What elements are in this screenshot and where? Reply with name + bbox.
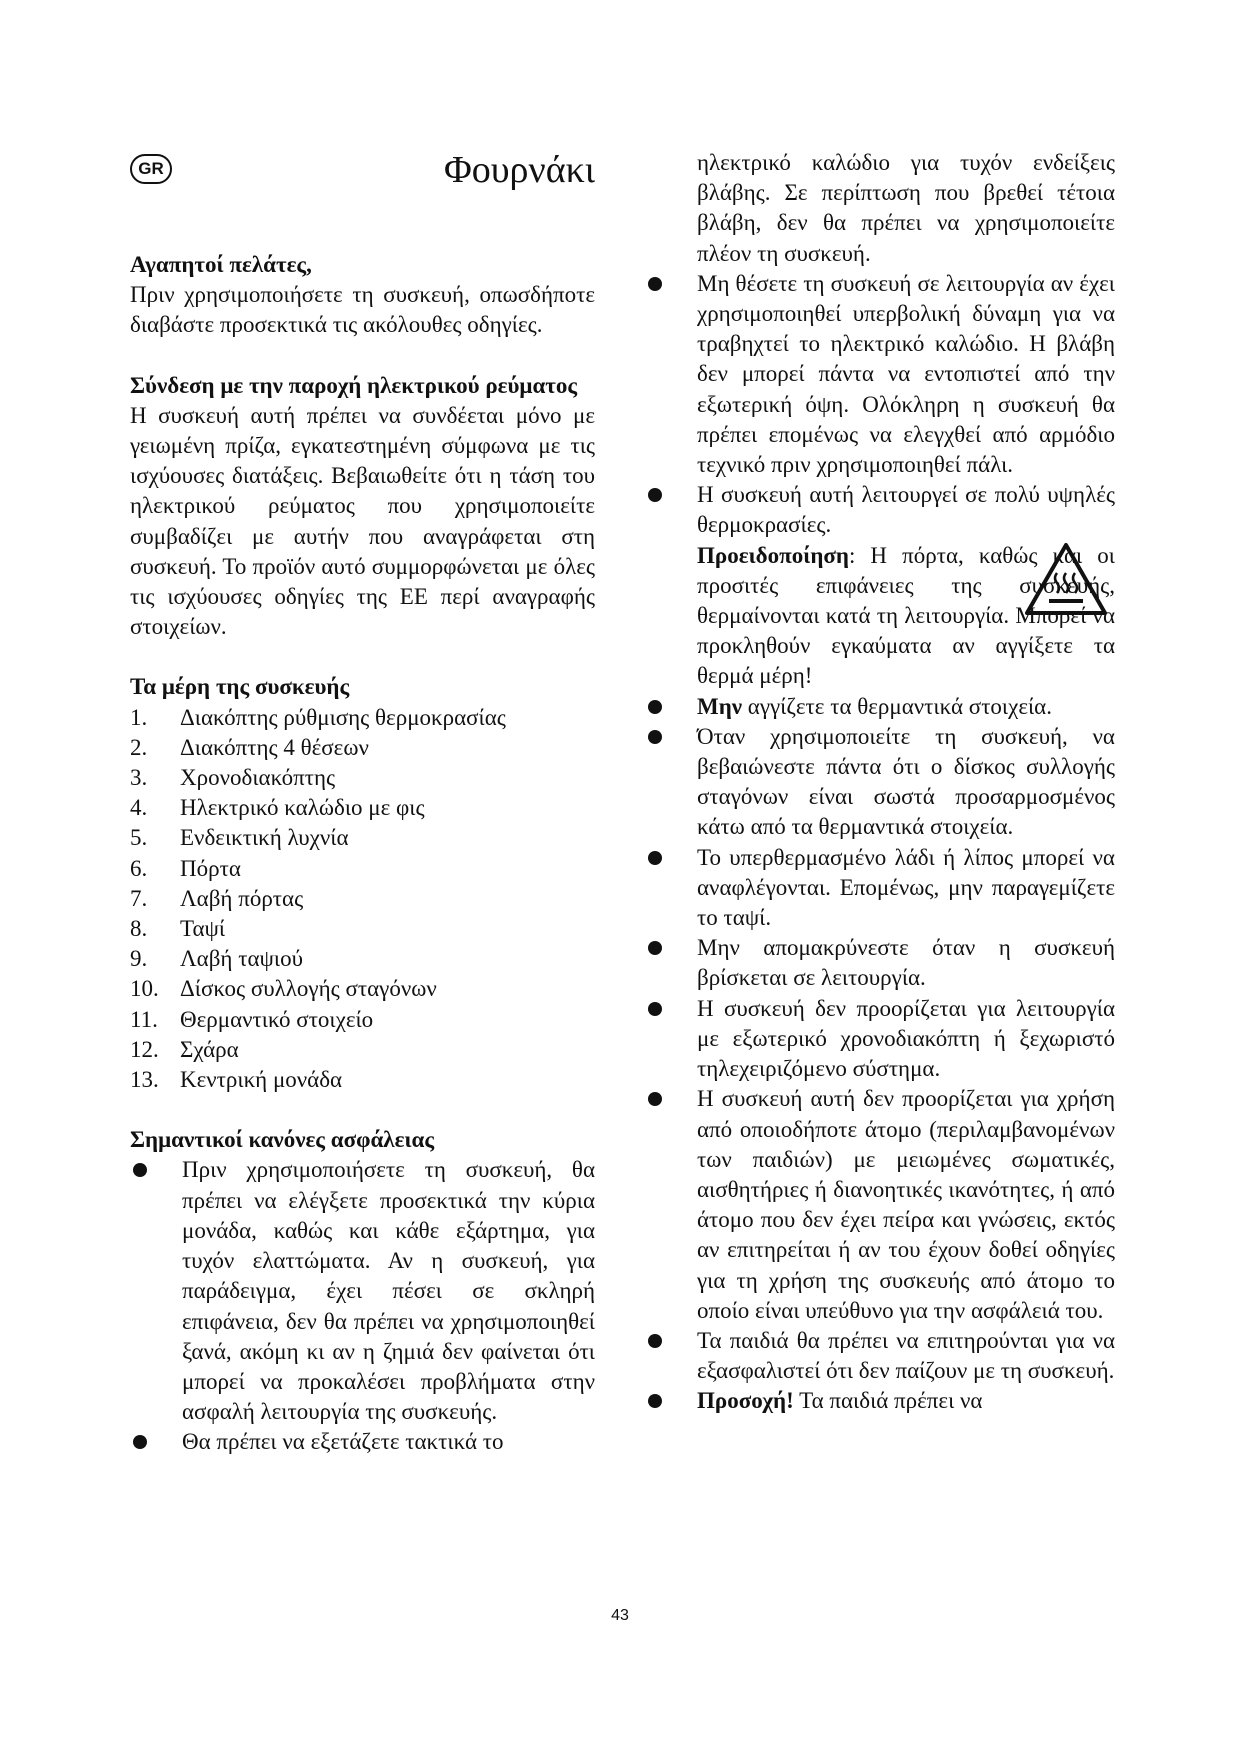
language-badge: GR [130, 154, 172, 184]
list-item-number: 4. [130, 795, 148, 821]
bullet-text: Η συσκευή αυτή δεν προορίζεται για χρήση από οποιοδήποτε άτομο (περιλαμβανομένων των παιδιών) με μειωμένες σωματικές, αισθητήριες ή διανοητικές ικανότητες, ή από άτομο που δεν έχει πείρα και γνώσεις, εκτός αν επιτηρείται ή αν του έχουν δοθεί οδηγίες για τη χρήση της συσκευής από άτομο το οποίο είναι υπεύθυνο για την ασφάλειά του. [697, 1086, 1115, 1323]
list-item-label: Κεντρική μονάδα [180, 1067, 343, 1093]
bullet-icon [648, 941, 662, 955]
safety-heading: Σημαντικοί κανόνες ασφάλειας [130, 1127, 435, 1153]
bullet-item [645, 692, 1115, 722]
bullet-text: Πριν χρησιμοποιήσετε τη συσκευή, θα πρέπει να ελέγξετε προσεκτικά την κύρια μονάδα, καθώς και κάθε εξάρτημα, για τυχόν ελαττώματα. Αν η συσκευή, για παράδειγμα, έχει πέσει σε σκληρή επιφάνεια, δεν θα πρέπει να χρησιμοποιηθεί ξανά, ακόμη κι αν η ζημιά δεν φαίνεται ότι μπορεί να προκαλέσει προβλήματα στην ασφαλή λειτουργία της συσκευής. [182, 1157, 595, 1425]
bullet-icon [648, 277, 662, 291]
header [130, 148, 595, 194]
bullet-item [645, 994, 1115, 1085]
list-item [130, 1005, 595, 1035]
bullet-icon [648, 851, 662, 865]
bullet-text: Μην απομακρύνεστε όταν η συσκευή βρίσκεται σε λειτουργία. [697, 935, 1115, 991]
warning-block [697, 541, 1115, 692]
list-item-number: 5. [130, 825, 148, 851]
bullet-icon [133, 1435, 147, 1449]
list-item-number: 1. [130, 704, 148, 730]
list-item [130, 944, 595, 974]
bullet-item [645, 269, 1115, 480]
list-item-number: 12. [130, 1036, 159, 1062]
bullet-item [645, 722, 1115, 843]
list-item [130, 974, 595, 1004]
list-item-number: 7. [130, 885, 148, 911]
left-column [130, 148, 595, 1458]
bullet-text: Μη θέσετε τη συσκευή σε λειτουργία αν έχει χρησιμοποιηθεί υπερβολική δύναμη για να τραβηχτεί το ηλεκτρικό καλώδιο. Η βλάβη δεν μπορεί πάντα να εντοπιστεί από την εξωτερική όψη. Ολόκληρη η συσκευή θα πρέπει επομένως να ελεγχθεί από αρμόδιο τεχνικό πριν χρησιμοποιηθεί πάλι. [697, 270, 1115, 478]
connection-heading: Σύνδεση με την παροχή ηλεκτρικού ρεύματος [130, 372, 578, 398]
list-item-label: Ενδεικτική λυχνία [180, 825, 349, 851]
bullet-item [645, 1084, 1115, 1326]
list-item-label: Διακόπτης ρύθμισης θερμοκρασίας [180, 704, 506, 730]
list-item [130, 1035, 595, 1065]
bullet-item [645, 843, 1115, 934]
list-item-number: 10. [130, 976, 159, 1002]
list-item-number: 3. [130, 765, 148, 791]
bullet-icon [133, 1163, 147, 1177]
bullet-text: Τα παιδιά θα πρέπει να επιτηρούνται για να εξασφαλιστεί ότι δεν παίζουν με τη συσκευή. [697, 1327, 1115, 1384]
bullet-item [130, 1427, 595, 1457]
warning-label: Προειδοποίηση [697, 542, 849, 568]
hot-surface-warning-icon [1023, 541, 1109, 617]
bullet-text: Θα πρέπει να εξετάζετε τακτικά το [182, 1429, 504, 1455]
list-item-number: 8. [130, 916, 148, 942]
bullet-icon [648, 1092, 662, 1106]
list-item-number: 13. [130, 1067, 159, 1093]
right-column [645, 148, 1115, 1417]
list-item-label: Λαβή πόρτας [180, 885, 304, 911]
list-item [130, 763, 595, 793]
bullet-text: Τα παιδιά πρέπει να [793, 1388, 983, 1414]
list-item-label: Δίσκος συλλογής σταγόνων [180, 976, 437, 1002]
page-title: Φουρνάκι [443, 149, 595, 191]
bullet-item [645, 933, 1115, 993]
bullet-bold-word: Μην [697, 693, 743, 719]
bullet-text: αγγίζετε τα θερμαντικά στοιχεία. [742, 693, 1052, 719]
bullet-item [645, 1386, 1115, 1416]
list-item-label: Θερμαντικό στοιχείο [180, 1006, 374, 1032]
list-item-number: 11. [130, 1006, 158, 1032]
warning-text: : Η πόρτα, καθώς και οι προσιτές επιφάνειες της συσκευής, θερμαίνονται κατά τη λειτουργία. Μπορεί να προκληθούν εγκαύματα αν αγγίξετε τα θερμά μέρη! [697, 542, 1115, 689]
list-item-number: 2. [130, 734, 148, 760]
bullet-icon [648, 1002, 662, 1016]
list-item [130, 1065, 595, 1095]
list-item-label: Χρονοδιακόπτης [180, 765, 336, 791]
list-item-label: Διακόπτης 4 θέσεων [180, 734, 369, 760]
connection-paragraph: Η συσκευή αυτή πρέπει να συνδέεται μόνο με γειωμένη πρίζα, εγκατεστημένη σύμφωνα με τις ισχύουσες διατάξεις. Βεβαιωθείτε ότι η τάση του ηλεκτρικού ρεύματος που χρησιμοποιείτε συμβαδίζει με αυτήν που αναγράφεται στη συσκευή. Το προϊόν αυτό συμμορφώνεται με όλες τις ισχύουσες οδηγίες της ΕΕ περί αναγραφής στοιχείων. [130, 402, 595, 640]
bullet-icon [648, 488, 662, 502]
bullet-icon [648, 1334, 662, 1348]
parts-heading: Τα μέρη της συσκευής [130, 674, 350, 700]
bullet-icon [648, 1394, 662, 1408]
bullet-text: Η συσκευή δεν προορίζεται για λειτουργία με εξωτερικό χρονοδιακόπτη ή ξεχωριστό τηλεχειριζόμενο σύστημα. [697, 995, 1115, 1082]
bullet-text: Όταν χρησιμοποιείτε τη συσκευή, να βεβαιώνεστε πάντα ότι ο δίσκος συλλογής σταγόνων είναι σωστά προσαρμοσμένος κάτω από τα θερμαντικά στοιχεία. [697, 723, 1115, 840]
list-item-number: 6. [130, 855, 148, 881]
list-item-label: Ταψί [180, 916, 226, 942]
list-item-label: Σχάρα [180, 1036, 239, 1062]
bullet-text: Το υπερθερμασμένο λάδι ή λίπος μπορεί να αναφλέγονται. Επομένως, μην παραγεμίζετε το ταψί. [697, 844, 1115, 931]
list-item [130, 733, 595, 763]
list-item [130, 793, 595, 823]
list-item [130, 914, 595, 944]
bullet-icon [648, 700, 662, 714]
bullet-text: Η συσκευή αυτή λειτουργεί σε πολύ υψηλές θερμοκρασίες. [697, 482, 1115, 538]
list-item-number: 9. [130, 946, 148, 972]
list-item-label: Ηλεκτρικό καλώδιο με φις [180, 795, 425, 821]
bullet-item [645, 1326, 1115, 1386]
bullet-continuation [645, 148, 1115, 269]
greeting-heading: Αγαπητοί πελάτες, [130, 252, 312, 277]
list-item-label: Πόρτα [180, 855, 241, 881]
list-item [130, 823, 595, 853]
list-item [130, 854, 595, 884]
caution-label: Προσοχή! [697, 1388, 794, 1414]
page-number: 43 [611, 1607, 629, 1624]
list-item-label: Λαβή ταψιού [180, 946, 303, 972]
bullet-item [130, 1155, 595, 1427]
parts-list [130, 703, 595, 1096]
list-item [130, 884, 595, 914]
list-item [130, 703, 595, 733]
bullet-icon [648, 730, 662, 744]
bullet-text: ηλεκτρικό καλώδιο για τυχόν ενδείξεις βλάβης. Σε περίπτωση που βρεθεί τέτοια βλάβη, δεν θα πρέπει να χρησιμοποιείτε πλέον τη συσκευή. [697, 150, 1115, 266]
intro-paragraph: Πριν χρησιμοποιήσετε τη συσκευή, οπωσδήποτε διαβάστε προσεκτικά τις ακόλουθες οδηγίες. [130, 282, 595, 338]
bullet-item [645, 480, 1115, 691]
